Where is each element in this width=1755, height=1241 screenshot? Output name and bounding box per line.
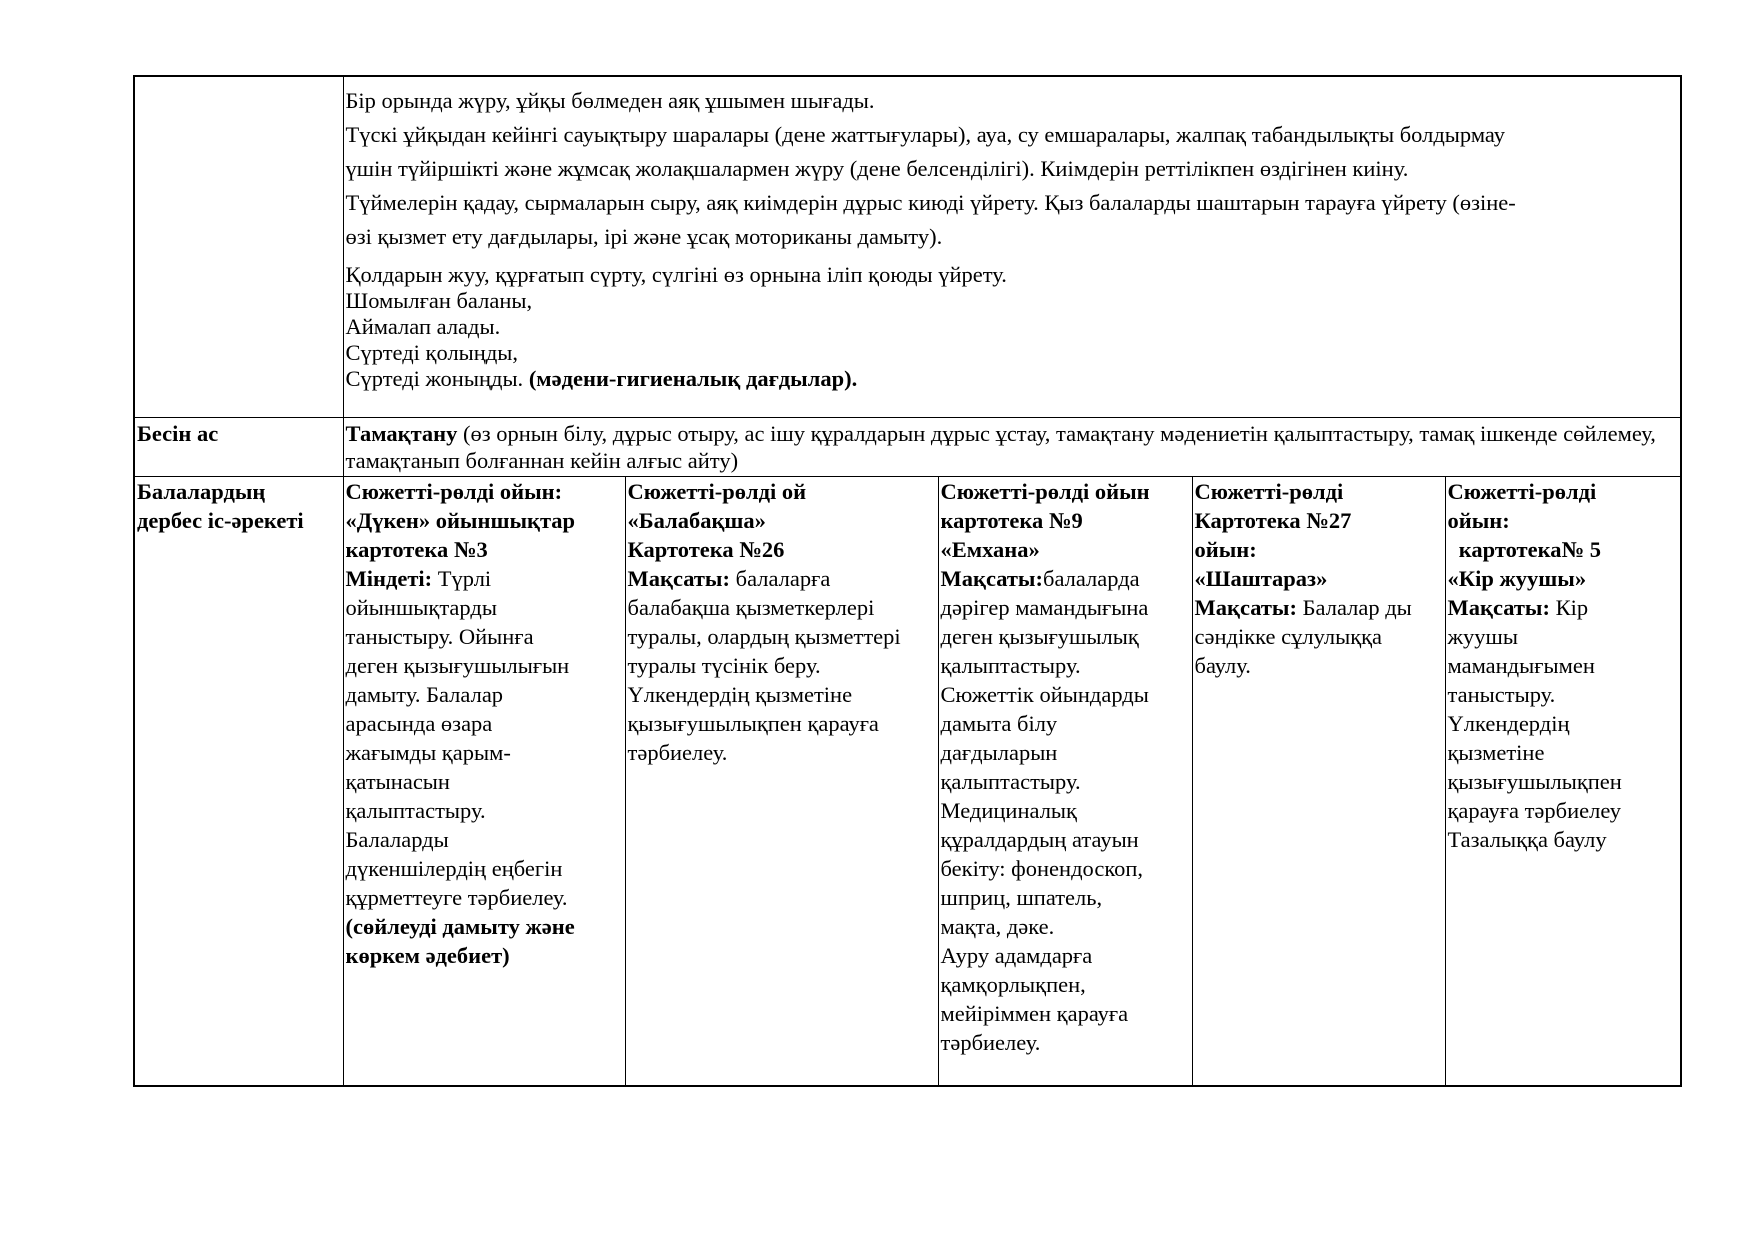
game-cell-balabaksha xyxy=(625,477,938,1087)
poem-line: Сүртеді қолыңды, xyxy=(345,340,519,365)
game-title-line: Сюжетті-рөлді ой xyxy=(627,479,807,504)
game-text-line: дағдыларын xyxy=(940,740,1058,765)
hygiene-line: Бір орында жүру, ұйқы бөлмеден аяқ ұшымен шығады. xyxy=(345,88,875,113)
game-text-line: деген қызығушылығын xyxy=(345,653,570,678)
game-text-line: Үлкендердің қызметіне xyxy=(627,682,853,707)
game-text-line: Сюжеттік ойындарды xyxy=(940,682,1149,707)
game-text-line: Ауру адамдарға xyxy=(940,943,1093,968)
game-title-line: ойын: xyxy=(1194,537,1257,562)
game-text-line: қарауға тәрбиелеу xyxy=(1447,798,1622,823)
game-cell-dukken xyxy=(343,477,625,1087)
game-title-line: Сюжетті-рөлді xyxy=(1447,479,1597,504)
goal-label: Мақсаты: xyxy=(940,566,1043,591)
meal-title: Тамақтану xyxy=(345,421,458,446)
poem-line: Қолдарын жуу, құрғатып сүрту, сүлгіні өз орнына іліп қоюды үйрету. xyxy=(345,262,1007,287)
meal-label: Бесін ас xyxy=(134,418,343,477)
game-text-line: жағымды қарым- xyxy=(345,740,511,765)
game-text-line: қалыптастыру. xyxy=(940,769,1081,794)
game-title-line: картотека №3 xyxy=(345,537,488,562)
game-text-line: мейіріммен қарауға xyxy=(940,1001,1129,1026)
game-text-line: қамқорлықпен, xyxy=(940,972,1086,997)
poem-last-text: Сүртеді жоныңды. xyxy=(345,366,529,391)
game-text-line: мақта, дәке. xyxy=(940,914,1055,939)
game-text-line: Үлкендердің xyxy=(1447,711,1570,736)
game-text-line: шприц, шпатель, xyxy=(940,885,1103,910)
game-cell-shashtaraz xyxy=(1192,477,1445,1087)
game-text-line: деген қызығушылық xyxy=(940,624,1139,649)
game-text-line: қызығушылықпен xyxy=(1447,769,1622,794)
game-title-line: «Емхана» xyxy=(940,537,1040,562)
game-tag-line: көркем әдебиет) xyxy=(345,943,510,968)
game-title-line: Картотека №27 xyxy=(1194,508,1352,533)
game-title-line: «Кір жуушы» xyxy=(1447,566,1587,591)
game-text-line: сәндікке сұлулыққа xyxy=(1194,624,1383,649)
game-title-line: Сюжетті-рөлді ойын: xyxy=(345,479,563,504)
game-text-line: Тазалыққа баулу xyxy=(1447,827,1607,852)
game-text-line: құрметтеуге тәрбиелеу. xyxy=(345,885,568,910)
game-title-line: Сюжетті-рөлді ойын xyxy=(940,479,1150,504)
poem-last-line xyxy=(346,366,1681,392)
game-text-line: туралы түсінік беру. xyxy=(627,653,821,678)
goal-label: Мақсаты: xyxy=(1194,595,1297,620)
hygiene-line: Түскі ұйқыдан кейінгі сауықтыру шаралары (дене жаттығулары), ауа, су емшаралары, жалпақ табандылықты болдырмау xyxy=(345,122,1505,147)
game-title-line: Сюжетті-рөлді xyxy=(1194,479,1344,504)
hygiene-skill-tag: (мәдени-гигиеналық дағдылар). xyxy=(528,366,858,391)
hygiene-line: өзі қызмет ету дағдылары, ірі және ұсақ моториканы дамыту). xyxy=(345,224,943,249)
game-text-line: қатынасын xyxy=(345,769,450,794)
game-text-line: жуушы xyxy=(1447,624,1518,649)
game-title-line: «Дүкен» ойыншықтар xyxy=(345,508,576,533)
game-text-line: туралы, олардың қызметтері xyxy=(627,624,901,649)
game-text-line: дамыта білу xyxy=(940,711,1058,736)
game-title-line: картотека №9 xyxy=(940,508,1083,533)
goal-text: Кір xyxy=(1550,595,1589,620)
meal-text: (өз орнын білу, дұрыс отыру, ас ішу құралдарын дұрыс ұстау, тамақтану мәдениетін қалыптастыру, тамақ ішкенде сөйлемеу, тамақтанып болғаннан кейін алғыс айту) xyxy=(345,421,1656,473)
poem-line: Шомылған баланы, xyxy=(345,288,533,313)
game-title-line: «Шаштараз» xyxy=(1194,566,1328,591)
game-text-line: Медициналық xyxy=(940,798,1077,823)
game-text-line: қалыптастыру. xyxy=(345,798,486,823)
game-text-line: баулу. xyxy=(1194,653,1251,678)
game-text-line: таныстыру. Ойынға xyxy=(345,624,534,649)
goal-text: Балалар ды xyxy=(1297,595,1412,620)
game-text-line: дәрігер мамандығына xyxy=(940,595,1149,620)
hygiene-label-cell xyxy=(134,76,343,418)
meal-content-cell xyxy=(343,418,1681,477)
poem-line: Аймалап алады. xyxy=(345,314,501,339)
game-text-line: Балаларды xyxy=(345,827,449,852)
game-text-line: дүкеншілердің еңбегін xyxy=(345,856,563,881)
game-text-line: қызығушылықпен қарауға xyxy=(627,711,879,736)
activity-label-cell xyxy=(134,477,343,1087)
row-activity xyxy=(134,477,1681,1087)
game-title-line: Картотека №26 xyxy=(627,537,785,562)
game-title-line: картотека№ 5 xyxy=(1447,537,1601,562)
hygiene-content-cell xyxy=(343,76,1681,418)
game-text-line: қалыптастыру. xyxy=(940,653,1081,678)
game-text-line: арасында өзара xyxy=(345,711,493,736)
activity-label-line: Балалардың xyxy=(137,479,266,504)
hygiene-line: Түймелерін қадау, сырмаларын сыру, аяқ киімдерін дұрыс киюді үйрету. Қыз балаларды шаштарын тарауға үйрету (өзіне- xyxy=(345,190,1516,215)
game-text-line: қызметіне xyxy=(1447,740,1545,765)
goal-text: балаларға xyxy=(730,566,831,591)
game-cell-emkhana xyxy=(938,477,1192,1087)
game-text-line: дамыту. Балалар xyxy=(345,682,504,707)
game-goal-line xyxy=(941,564,1192,593)
game-text-line: тәрбиелеу. xyxy=(940,1030,1041,1055)
game-text-line: тәрбиелеу. xyxy=(627,740,728,765)
goal-label: Мақсаты: xyxy=(627,566,730,591)
game-text-line: құралдардың атауын xyxy=(940,827,1139,852)
game-title-line: «Балабақша» xyxy=(627,508,766,533)
goal-label: Мақсаты: xyxy=(1447,595,1550,620)
game-text-line: бекіту: фонендоскоп, xyxy=(940,856,1144,881)
activity-label-line: дербес іс-әрекеті xyxy=(137,508,304,533)
row-meal xyxy=(134,418,1681,477)
game-text-line: балабақша қызметкерлері xyxy=(627,595,875,620)
game-title-line: ойын: xyxy=(1447,508,1510,533)
row-hygiene xyxy=(134,76,1681,418)
goal-text: Түрлі xyxy=(432,566,492,591)
game-goal-line xyxy=(346,564,625,593)
goal-text: балаларда xyxy=(1043,566,1140,591)
game-goal-line xyxy=(1448,593,1681,622)
game-text-line: мамандығымен xyxy=(1447,653,1595,678)
game-cell-kir-zhuushy xyxy=(1445,477,1681,1087)
hygiene-line: үшін түйіршікті және жұмсақ жолақшалармен жүру (дене белсенділігі). Киімдерін реттілікпен өздігінен киіну. xyxy=(345,156,1409,181)
goal-label: Міндеті: xyxy=(345,566,433,591)
schedule-table xyxy=(133,75,1682,1087)
game-goal-line xyxy=(1195,593,1445,622)
game-text-line: ойыншықтарды xyxy=(345,595,497,620)
game-goal-line xyxy=(628,564,938,593)
game-text-line: таныстыру. xyxy=(1447,682,1556,707)
game-tag-line: (сөйлеуді дамыту және xyxy=(345,914,575,939)
